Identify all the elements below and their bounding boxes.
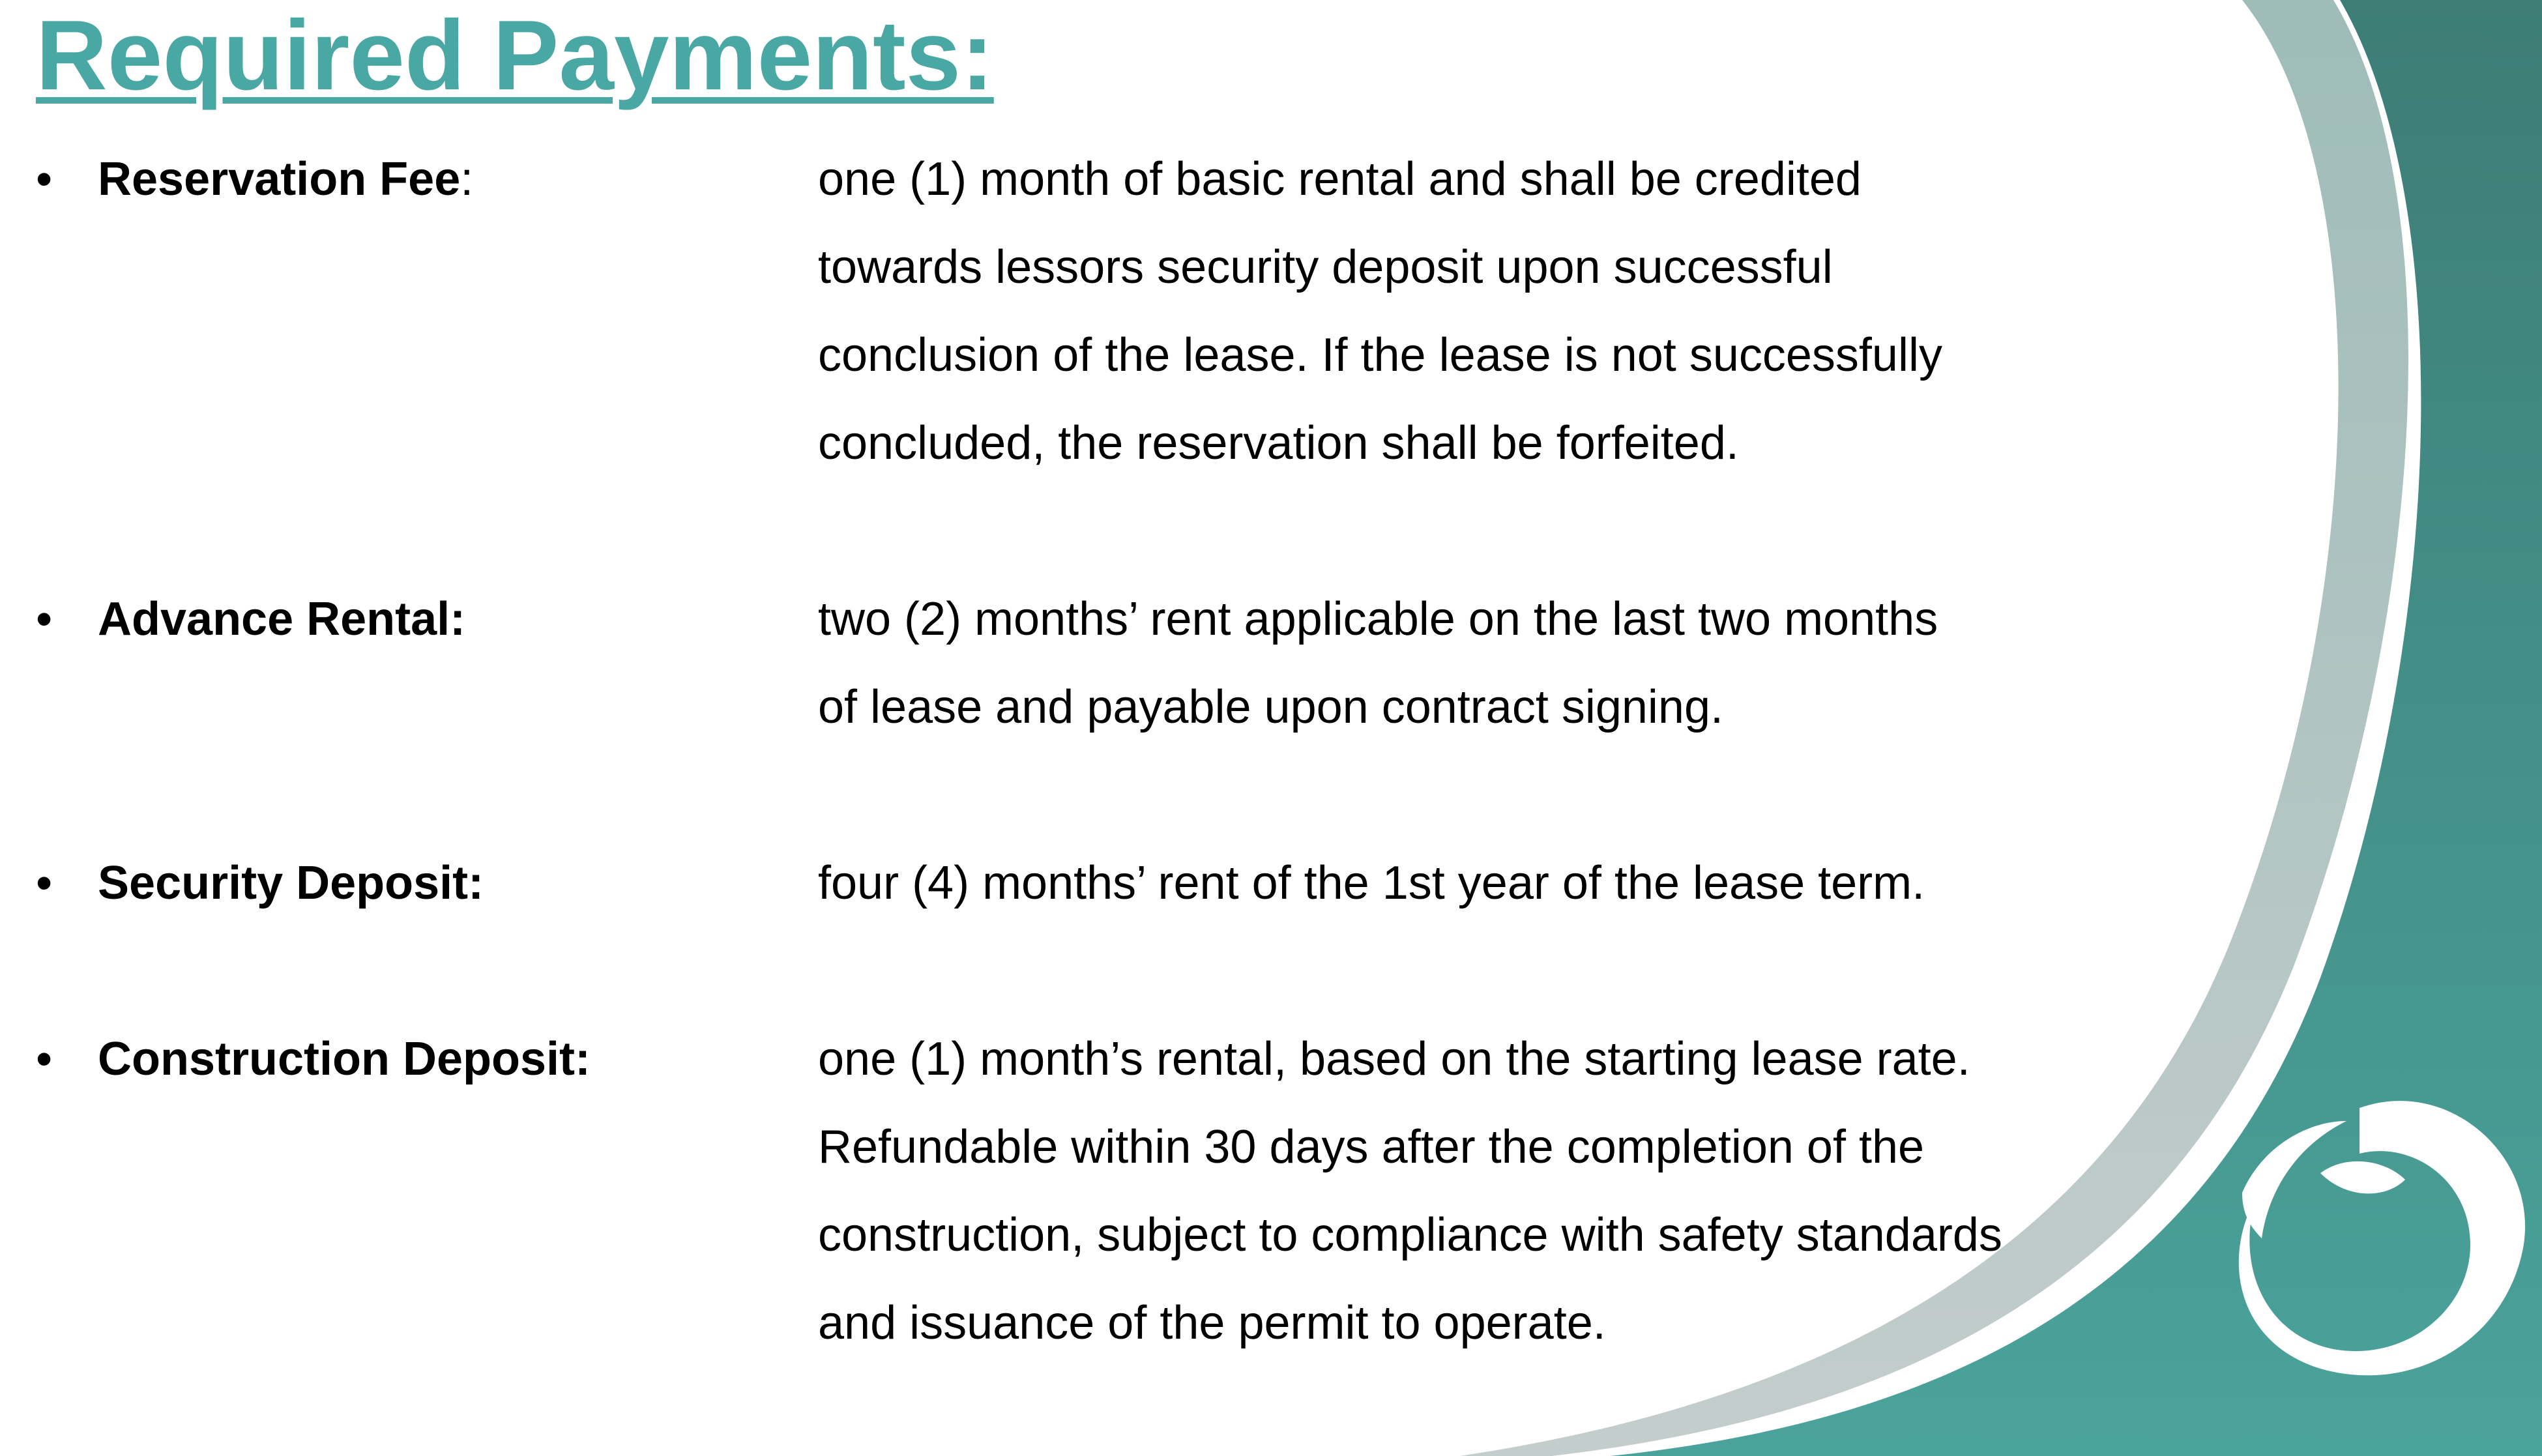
- description-line: and issuance of the permit to operate.: [818, 1297, 1606, 1349]
- description-line: construction, subject to compliance with safety standards: [818, 1209, 2002, 1261]
- bullet-icon: •: [36, 1033, 53, 1085]
- list-item-advance-rental: [36, 575, 2122, 751]
- payment-term-suffix: :: [460, 153, 474, 205]
- description-line: two (2) months’ rent applicable on the last two months: [818, 593, 1938, 645]
- bullet-icon: •: [36, 857, 53, 909]
- payment-description: [818, 575, 2122, 751]
- payment-term: [98, 1015, 818, 1103]
- payment-term: [98, 575, 818, 663]
- payments-list: [36, 136, 2122, 1367]
- payment-term-label: Construction Deposit:: [98, 1033, 591, 1085]
- payment-term-label: Reservation Fee: [98, 153, 461, 205]
- payment-term: [98, 839, 818, 927]
- list-item-security-deposit: [36, 839, 2122, 927]
- description-line: Refundable within 30 days after the completion of the: [818, 1121, 1925, 1173]
- description-line: one (1) month of basic rental and shall be credited: [818, 153, 1862, 205]
- payment-description: [818, 1015, 2122, 1367]
- description-line: one (1) month’s rental, based on the starting lease rate.: [818, 1033, 1970, 1085]
- list-item-construction-deposit: [36, 1015, 2122, 1367]
- payment-term-label: Advance Rental:: [98, 593, 466, 645]
- payment-description: [818, 839, 2122, 927]
- payment-term-label: Security Deposit:: [98, 857, 484, 909]
- description-line: four (4) months’ rent of the 1st year of the lease term.: [818, 857, 1925, 909]
- description-line: conclusion of the lease. If the lease is not successfully: [818, 329, 1942, 381]
- payment-description: [818, 136, 2122, 488]
- description-line: of lease and payable upon contract signing.: [818, 681, 1723, 733]
- page-title: Required Payments:: [36, 0, 994, 111]
- description-line: concluded, the reservation shall be forfeited.: [818, 417, 1739, 469]
- bullet-icon: •: [36, 153, 53, 205]
- bullet-icon: •: [36, 593, 53, 645]
- payment-term: [98, 136, 818, 224]
- list-item-reservation-fee: [36, 136, 2122, 488]
- description-line: towards lessors security deposit upon successful: [818, 241, 1833, 293]
